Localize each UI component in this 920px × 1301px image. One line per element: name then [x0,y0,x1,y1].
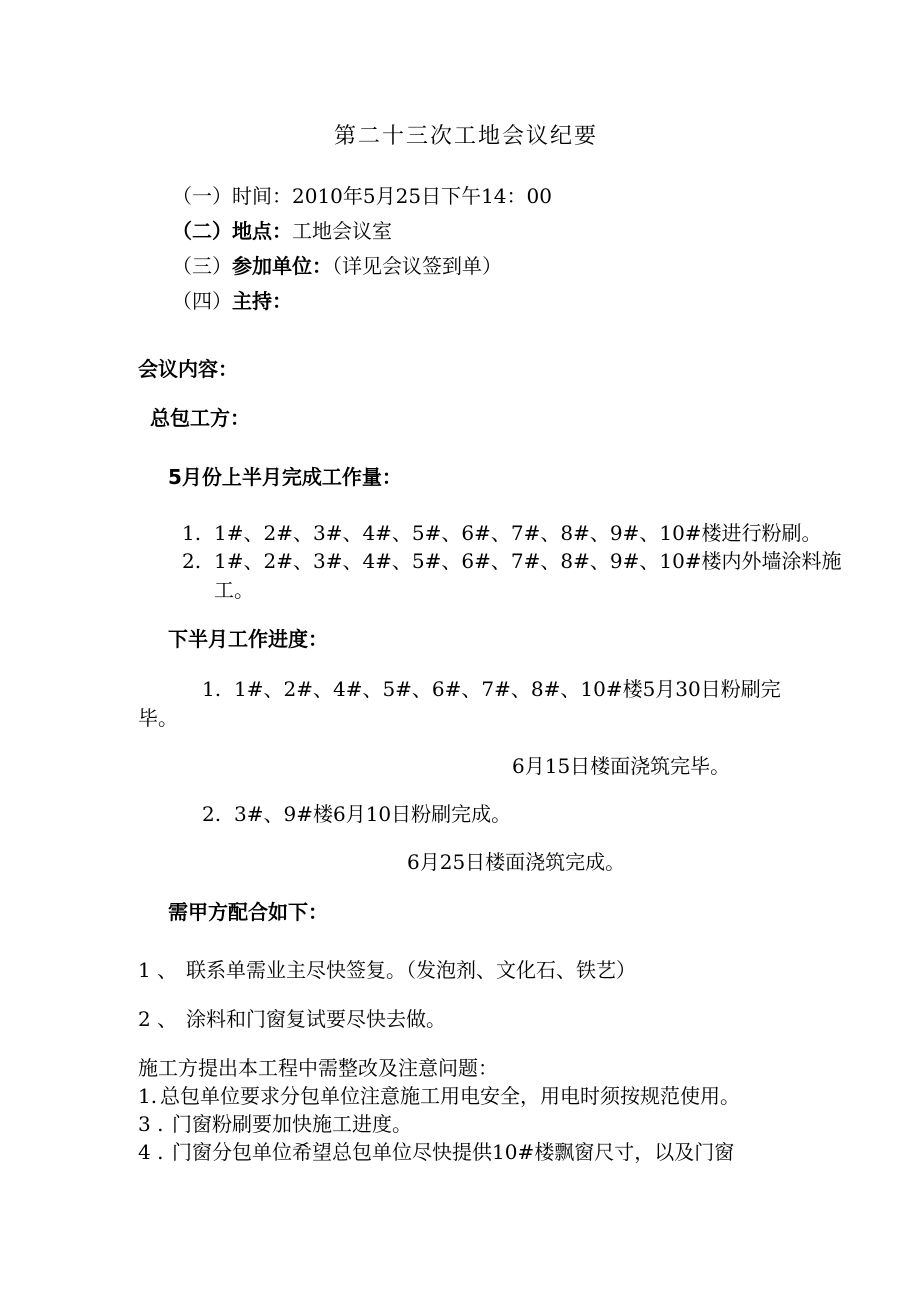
first-half-heading: 5月份上半月完成工作量： [168,465,402,489]
host-prefix: （四） [172,289,232,313]
list-item-number: 2. [182,549,202,573]
list-item-text: 门窗分包单位希望总包单位尽快提供10#楼飘窗尺寸，以及门窗 [172,1140,735,1164]
list-item-text: 门窗粉刷要加快施工进度。 [172,1112,412,1136]
meeting-host [172,288,292,314]
list-item-number: 1. [138,1084,158,1108]
list-item-sub: 6月25日楼面浇筑完成。 [407,850,626,874]
list-item [182,548,201,574]
list-item-number: 1 、 [138,958,178,982]
list-item [182,520,201,546]
place-value: 工地会议室 [292,219,392,243]
units-prefix: （三） [172,254,232,278]
content-heading: 会议内容： [138,357,238,381]
meeting-time [172,183,552,209]
list-item-number: 2 、 [138,1007,178,1031]
list-item-text: 3#、9#楼6月10日粉刷完成。 [234,802,512,826]
place-prefix: （二） [172,219,232,243]
list-item-continuation: 毕。 [138,706,178,730]
list-item-text: 总包单位要求分包单位注意施工用电安全，用电时须按规范使用。 [160,1084,740,1108]
list-item-text: 涂料和门窗复试要尽快去做。 [186,1007,446,1031]
contractor-heading: 总包工方： [150,406,250,430]
units-label: 参加单位： [232,254,332,278]
issues-heading: 施工方提出本工程中需整改及注意问题： [138,1056,498,1080]
list-item-text: 1#、2#、3#、4#、5#、6#、7#、8#、9#、10#楼进行粉刷。 [214,521,822,545]
list-item-sub: 6月15日楼面浇筑完毕。 [512,754,731,778]
list-item-text: 联系单需业主尽快签复。（发泡剂、文化石、铁艺） [186,958,636,982]
time-value: 2010年5月25日下午14：00 [292,184,552,208]
list-item-number: 3 . [138,1112,164,1136]
list-item-text: 1#、2#、4#、5#、6#、7#、8#、10#楼5月30日粉刷完 [234,677,781,701]
second-half-heading: 下半月工作进度： [168,627,328,651]
list-item-number: 1. [182,521,202,545]
meeting-place [172,218,392,244]
list-item-number: 4 . [138,1140,164,1164]
meeting-units [172,253,502,279]
list-item-continuation: 工。 [214,578,254,602]
list-item-text: 1#、2#、3#、4#、5#、6#、7#、8#、9#、10#楼内外墙涂料施 [214,549,842,573]
host-label: 主持： [232,289,292,313]
time-prefix: （一）时间： [172,184,292,208]
list-item-number: 1. [202,677,222,701]
list-item-number: 2. [202,802,222,826]
place-label: 地点： [232,219,292,243]
units-value: （详见会议签到单） [332,254,502,278]
owner-coop-heading: 需甲方配合如下： [168,900,328,924]
document-title: 第二十三次工地会议纪要 [334,124,599,149]
